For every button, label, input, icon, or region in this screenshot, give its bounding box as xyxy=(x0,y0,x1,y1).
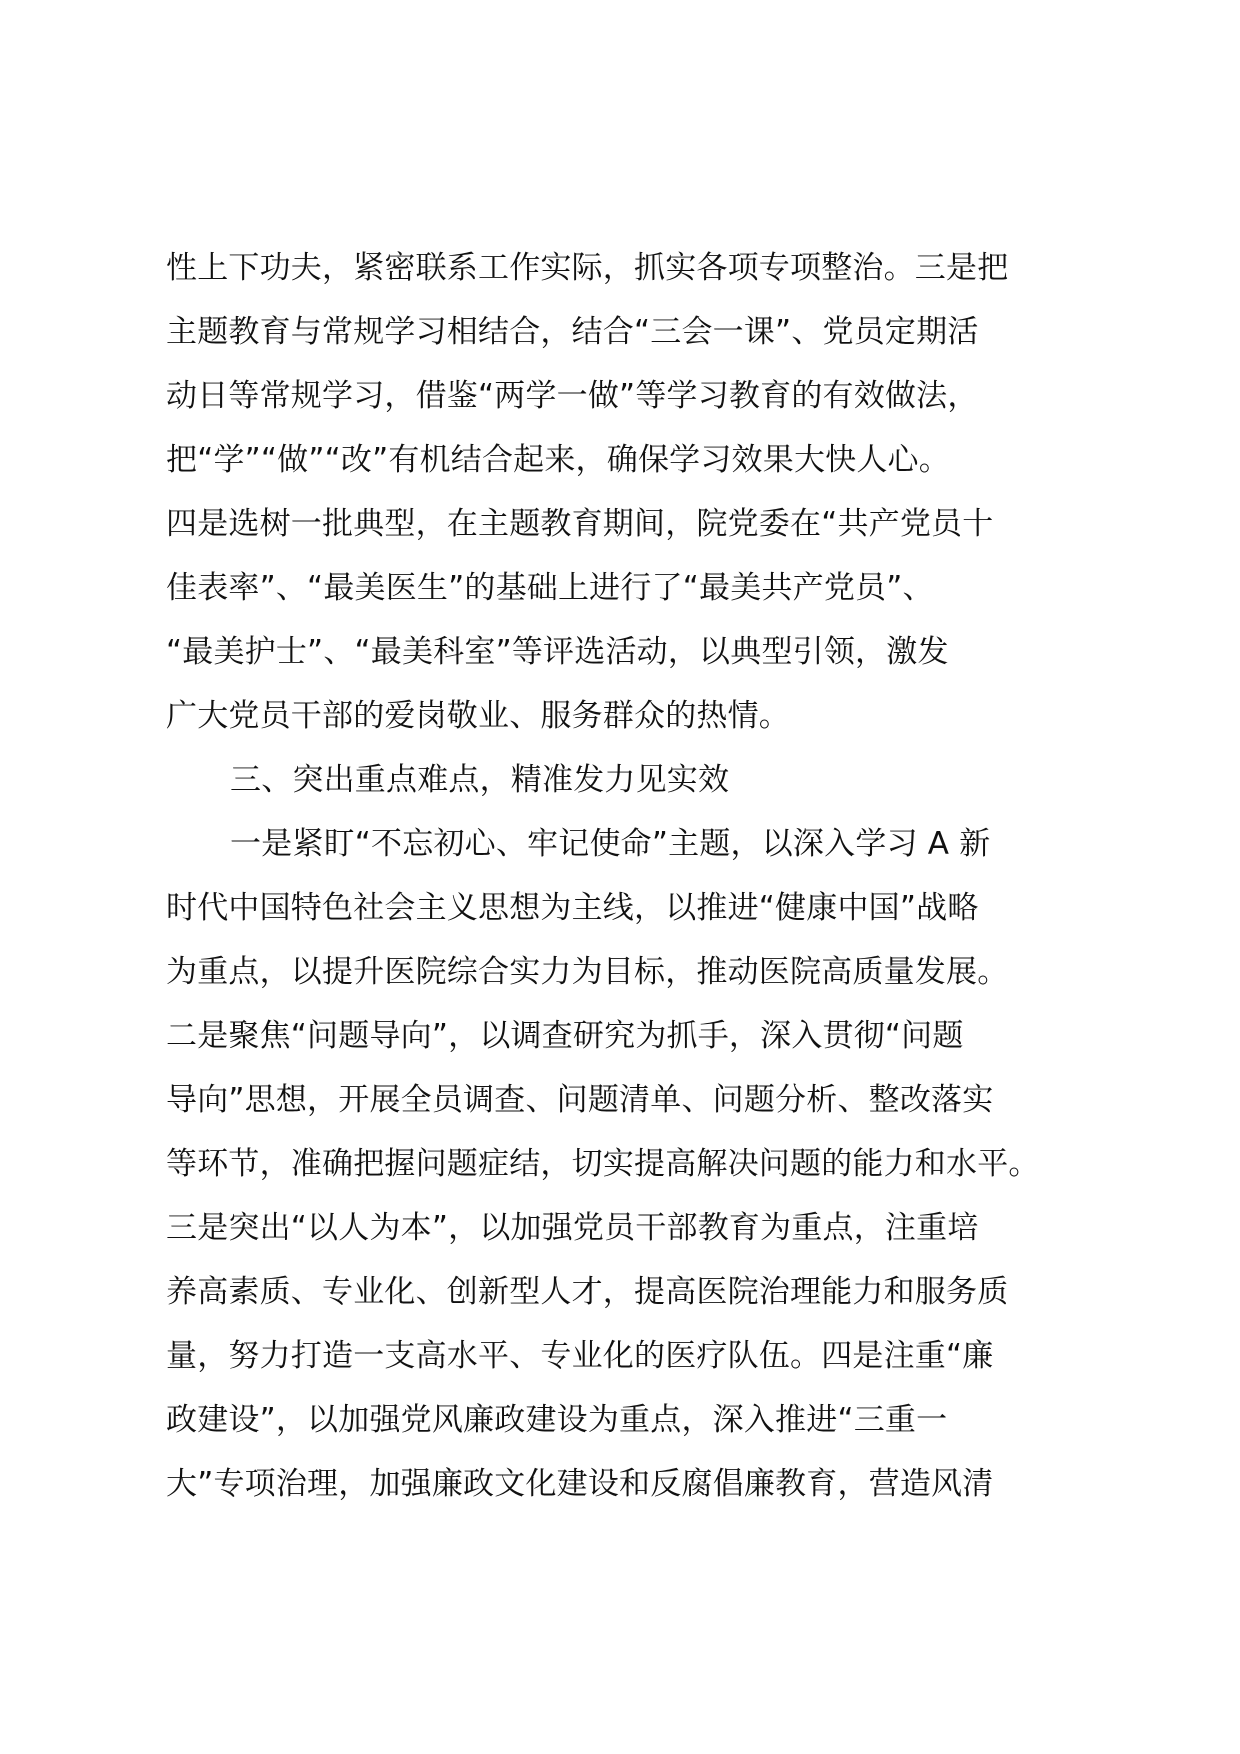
body-line: 养高素质、专业化、创新型人才，提高医院治理能力和服务质 xyxy=(166,1274,1009,1310)
body-line: 时代中国特色社会主义思想为主线，以推进“健康中国”战略 xyxy=(166,890,979,926)
body-line: 为重点，以提升医院综合实力为目标，推动医院高质量发展。 xyxy=(166,954,1009,990)
body-line: 三是突出“以人为本”，以加强党员干部教育为重点，注重培 xyxy=(166,1210,979,1246)
body-line: 主题教育与常规学习相结合，结合“三会一课”、党员定期活 xyxy=(166,314,979,350)
body-line: 等环节，准确把握问题症结，切实提高解决问题的能力和水平。 xyxy=(166,1146,1040,1182)
body-line: 把“学”“做”“改”有机结合起来，确保学习效果大快人心。 xyxy=(166,442,950,478)
body-line: 佳表率”、“最美医生”的基础上进行了“最美共产党员”、 xyxy=(166,570,934,606)
document-body xyxy=(166,236,1086,1516)
body-line: 广大党员干部的爱岗敬业、服务群众的热情。 xyxy=(166,698,790,734)
body-line: “最美护士”、“最美科室”等评选活动，以典型引领，激发 xyxy=(166,634,949,670)
body-line: 量，努力打造一支高水平、专业化的医疗队伍。四是注重“廉 xyxy=(166,1338,994,1374)
body-line: 动日等常规学习，借鉴“两学一做”等学习教育的有效做法， xyxy=(166,378,979,414)
body-line: 二是聚焦“问题导向”，以调查研究为抓手，深入贯彻“问题 xyxy=(166,1018,964,1054)
body-line: 大”专项治理，加强廉政文化建设和反腐倡廉教育，营造风清 xyxy=(166,1466,994,1502)
body-line: 四是选树一批典型，在主题教育期间，院党委在“共产党员十 xyxy=(166,506,994,542)
body-line: 性上下功夫，紧密联系工作实际，抓实各项专项整治。三是把 xyxy=(166,250,1009,286)
section-heading: 三、突出重点难点，精准发力见实效 xyxy=(230,762,730,798)
paragraph-first-line: 一是紧盯“不忘初心、牢记使命”主题，以深入学习 A 新 xyxy=(230,826,991,862)
body-line: 政建设”，以加强党风廉政建设为重点，深入推进“三重一 xyxy=(166,1402,948,1438)
body-line: 导向”思想，开展全员调查、问题清单、问题分析、整改落实 xyxy=(166,1082,994,1118)
